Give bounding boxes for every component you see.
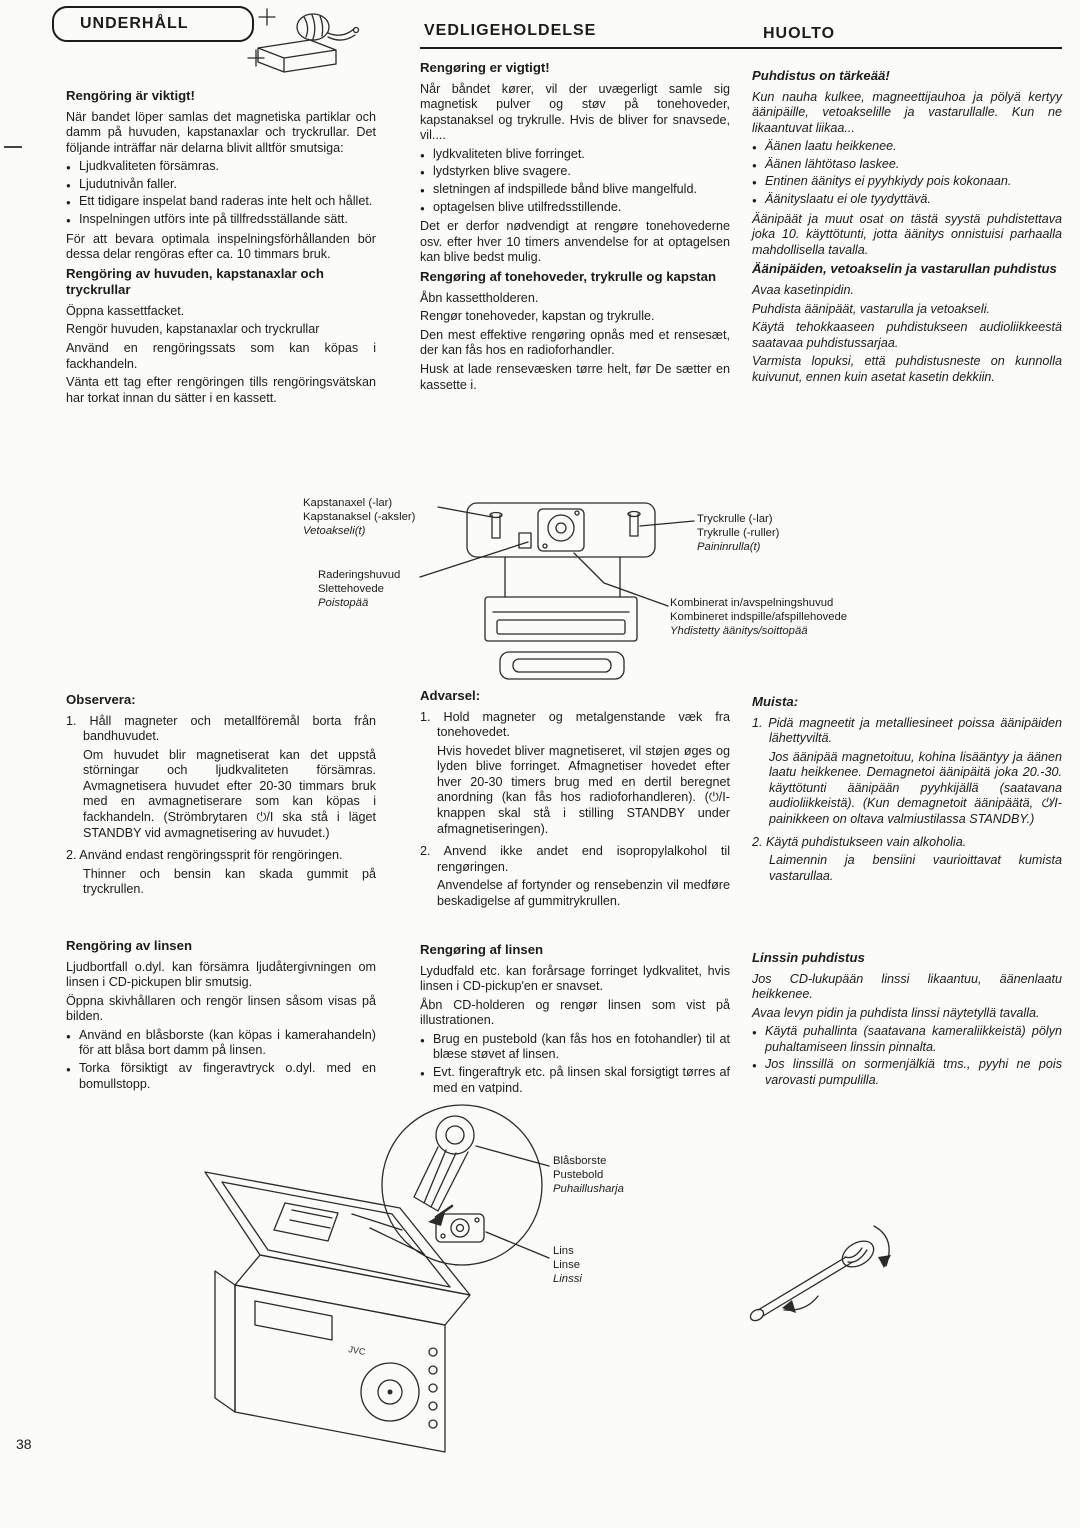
bullet-item: ● lydkvaliteten blive forringet. xyxy=(420,147,730,163)
paragraph: Anvendelse af fortynder og rensebenzin vil medføre beskadigelse af gummitrykrullen. xyxy=(437,878,730,909)
label-line-da: Slettehovede xyxy=(318,582,384,595)
brand-logo-text: JVC xyxy=(347,1344,367,1357)
paragraph: Varmista lopuksi, että puhdistusneste on kunnolla kuivunut, ennen kuin asetat kasetin dekkiin. xyxy=(752,354,1062,384)
leader-pinch xyxy=(640,521,694,526)
bullet-list xyxy=(420,147,730,215)
numbered-item: 2. Anvend ikke andet end isopropylalkohol til rengøringen. xyxy=(420,844,730,874)
swab-tip xyxy=(838,1236,878,1272)
numbered-item: 1. Pidä magneetit ja metalliesineet poissa äänipäiden lähettyviltä. xyxy=(752,715,1062,746)
bullet-item: ● Ett tidigare inspelat band raderas inte helt och hållet. xyxy=(66,194,376,210)
magnifier-detail xyxy=(382,1105,549,1265)
bullet-item: ● Använd en blåsborste (kan köpas i kamerahandeln) för att blåsa bort damm på linsen. xyxy=(66,1028,376,1059)
label-line-da: Pustebold xyxy=(553,1168,604,1181)
label-line-sv: Blåsborste xyxy=(553,1155,607,1167)
label-line-sv: Raderingshuvud xyxy=(318,569,401,581)
label-pinch-roller xyxy=(697,513,779,554)
label-line-da: Trykrulle (-ruller) xyxy=(697,526,780,539)
paragraph: Lydudfald etc. kan forårsage forringet lydkvalitet, hvis linsen i CD-pickup'en er snavset. xyxy=(420,963,730,994)
body-top xyxy=(235,1255,470,1325)
rotation-arc xyxy=(784,1296,818,1310)
section-heading: Rengöring är viktigt! xyxy=(66,88,195,103)
label-line-sv: Kapstanaxel (-lar) xyxy=(303,497,393,509)
label-line-da: Linse xyxy=(553,1258,581,1271)
label-line-fi: Linssi xyxy=(553,1272,582,1285)
bullet-item: ● Jos linssillä on sormenjälkiä tms., pyyhi ne pois varovasti pumpulilla. xyxy=(752,1057,1062,1088)
blower-bulb-icon xyxy=(436,1116,474,1154)
label-line-fi: Puhaillusharja xyxy=(553,1182,624,1195)
label-line-da: Kapstanaksel (-aksler) xyxy=(303,510,416,523)
rec-play-head-icon xyxy=(538,509,584,551)
volume-knob xyxy=(361,1363,419,1421)
numbered-item: 1. Hold magneter og metalgenstande væk fra tonehovedet. xyxy=(420,709,730,740)
paragraph: Använd en rengöringssats som kan köpas i fackhandeln. xyxy=(66,341,376,371)
paragraph: Öppna kassettfacket. xyxy=(66,303,185,318)
bullet-list xyxy=(66,1028,376,1092)
paragraph: Puhdista äänipäät, vastarulla ja vetoakseli. xyxy=(752,301,991,316)
leader-erase xyxy=(420,542,528,577)
bullet-item: ● Brug en pustebold (kan fås hos en fotohandler) til at blæse støvet af linsen. xyxy=(420,1032,730,1063)
paragraph: Avaa levyn pidin ja puhdista linssi näytetyllä tavalla. xyxy=(752,1005,1040,1020)
paragraph: Rengør tonehoveder, kapstan og trykrulle. xyxy=(420,309,655,324)
body-side xyxy=(215,1271,235,1412)
tape-mechanism-diagram xyxy=(420,503,694,679)
device-illustration xyxy=(205,1172,470,1452)
open-lid xyxy=(205,1172,470,1295)
cotton-swab-illustration xyxy=(748,1226,891,1323)
cd-lens-icon xyxy=(436,1214,484,1242)
label-blower-brush xyxy=(553,1155,624,1196)
bullet-item: ● Entinen äänitys ei pyyhkiydy pois kokonaan. xyxy=(752,174,1062,190)
section-heading: Linssin puhdistus xyxy=(752,950,865,965)
col-lens-da xyxy=(420,942,730,1100)
page-number: 38 xyxy=(16,1436,32,1452)
header-title-fi: HUOLTO xyxy=(763,25,836,42)
paragraph: Laimennin ja bensiini vaurioittavat kumista vastarullaa. xyxy=(769,853,1062,883)
section-heading: Rengøring af tonehoveder, trykrulle og kapstan xyxy=(420,269,717,285)
paragraph: Vänta ett tag efter rengöringen tills rengöringsvätskan har torkat innan du sätter i en kassett. xyxy=(66,375,376,405)
label-line-fi: Paininrulla(t) xyxy=(697,540,761,553)
bullet-list xyxy=(66,159,376,227)
paragraph: Når båndet kører, vil der uvægerligt samle sig magnetisk pulver og støv på tonehoveder, kapstanaksel og trykrulle. Hvis de bliver for snavsede, vil.... xyxy=(420,81,730,143)
bullet-item: ● Ljudutnivån faller. xyxy=(66,177,376,193)
label-line-sv: Kombinerat in/avspelningshuvud xyxy=(670,597,834,609)
paragraph: Äänipäät ja muut osat on tästä syystä puhdistettava joka 10. käyttötunti, jotta äänitys onnistuisi parhaalla mahdollisella tavalla. xyxy=(752,211,1062,257)
pinch-roller-icon xyxy=(628,512,640,537)
rotation-arc xyxy=(874,1226,889,1266)
bullet-list xyxy=(752,1024,1062,1088)
paragraph: När bandet löper samlas det magnetiska partiklar och damm på huvuden, kapstanaxlar och tryckrullar. Det följande inträffar när delarna blivit alltför smutsiga: xyxy=(66,109,376,155)
leader-recplay xyxy=(574,553,668,606)
section-heading: Rengöring av huvuden, kapstanaxlar och tryckrullar xyxy=(66,265,324,298)
paragraph: Öppna skivhållaren och rengör linsen såsom visas på bilden. xyxy=(66,993,376,1024)
bullet-item: ● sletningen af indspillede bånd blive mangelfuld. xyxy=(420,182,730,198)
erase-head-icon xyxy=(519,533,531,548)
label-line-fi: Poistopää xyxy=(318,596,369,609)
paragraph: Kun nauha kulkee, magneettijauhoa ja pölyä kertyy äänipäille, vetoakselille ja vastarullalle. Kun ne likaantuvat liikaa... xyxy=(752,89,1062,135)
bullet-list xyxy=(420,1032,730,1096)
paragraph: Thinner och bensin kan skada gummit på tryckrullen. xyxy=(83,866,376,897)
col-lens-fi xyxy=(752,950,1062,1093)
paragraph: Husk at lade rensevæsken tørre helt, før De sætter en kassette i. xyxy=(420,361,730,392)
leader-lens-label xyxy=(486,1232,549,1258)
label-line-sv: Lins xyxy=(553,1245,574,1257)
bullet-item: ● Äänityslaatu ei ole tyydyttävä. xyxy=(752,192,1062,208)
label-line-fi: Yhdistetty äänitys/soittopää xyxy=(670,624,808,637)
bullet-item: ● Ljudkvaliteten försämras. xyxy=(66,159,376,175)
header-title-sv: UNDERHÅLL xyxy=(80,15,189,32)
numbered-item: 2. Använd endast rengöringssprit för rengöringen. xyxy=(66,848,343,863)
bullet-item: ● Äänen lähtötaso laskee. xyxy=(752,157,1062,173)
section-heading: Äänipäiden, vetoakselin ja vastarullan puhdistus xyxy=(752,261,1057,277)
paragraph: Åbn CD-holderen og rengør linsen som vist på illustrationen. xyxy=(420,997,730,1028)
bullet-list xyxy=(752,139,1062,207)
paragraph: Rengör huvuden, kapstanaxlar och tryckrullar xyxy=(66,322,320,337)
paragraph: Jos CD-lukupään linssi likaantuu, äänenlaatu heikkenee. xyxy=(752,971,1062,1002)
leader-capstan xyxy=(438,507,492,517)
col-lens-sv xyxy=(66,938,376,1096)
label-rec-play-head xyxy=(670,597,847,638)
label-capstan xyxy=(303,497,415,538)
paragraph: För att bevara optimala inspelningsförhållanden bör dessa delar rengöras efter ca. 10 timmars bruk. xyxy=(66,231,376,262)
bullet-item: ● Evt. fingeraftryk etc. på linsen skal forsigtigt tørres af med en vatpind. xyxy=(420,1065,730,1096)
paragraph: Om huvudet blir magnetiserat kan det uppstå störningar och ljudkvaliteten försämras. Avmagnetisera huvudet efter 20-30 timmars bruk med en avmagnetiserare som kan köpas i fackhandeln. (Strömbrytaren ⏻/I ska stå i läget STANDBY vid avmagnetisering av huvudet.) xyxy=(83,747,376,840)
paragraph: Ljudbortfall o.dyl. kan försämra ljudåtergivningen om linsen i CD-pickupen blir smutsig. xyxy=(66,959,376,990)
paragraph: Den mest effektive rengøring opnås med et rensesæt, der kan fås hos en radioforhandler. xyxy=(420,327,730,358)
section-heading: Muista: xyxy=(752,694,799,709)
section-heading: Advarsel: xyxy=(420,688,481,703)
paragraph: Avaa kasetinpidin. xyxy=(752,282,854,297)
duster-icon xyxy=(248,9,359,72)
paragraph: Hvis hovedet bliver magnetiseret, vil støjen øges og lyden blive forringet. Afmagnetiser hovedet efter hver 20-30 timers brug med en dertil beregnet anordning (kan fås hos radioforhandleren). (⏻/I-knappen skal stå i stilling STANDBY under afmagnetiseringen). xyxy=(437,743,730,836)
paragraph: Det er derfor nødvendigt at rengøre tonehovederne osv. efter hver 10 timers anvendelse for at optagelsen kan blive bedst mulig. xyxy=(420,219,730,265)
leader-brush-label xyxy=(476,1146,549,1166)
section-heading: Rengöring av linsen xyxy=(66,938,193,953)
header-title-box-sv xyxy=(52,6,254,42)
bullet-item: ● optagelsen blive utilfredsstillende. xyxy=(420,200,730,216)
label-line-sv: Tryckrulle (-lar) xyxy=(697,513,773,525)
section-heading: Puhdistus on tärkeää! xyxy=(752,68,890,83)
label-line-fi: Vetoakseli(t) xyxy=(303,524,366,537)
display-window xyxy=(255,1301,332,1340)
col-notes-da xyxy=(420,688,730,917)
body-front xyxy=(235,1285,445,1452)
margin-mark xyxy=(4,146,22,148)
bullet-item: ● Torka försiktigt av fingeravtryck o.dyl. med en bomullstopp. xyxy=(66,1061,376,1092)
numbered-item: 2. Käytä puhdistukseen vain alkoholia. xyxy=(752,834,967,849)
col-notes-sv xyxy=(66,692,376,905)
header-title-da: VEDLIGEHOLDELSE xyxy=(424,22,597,39)
label-line-da: Kombineret indspille/afspillehovede xyxy=(670,610,848,623)
bullet-item: ● Äänen laatu heikkenee. xyxy=(752,139,1062,155)
bullet-item: ● lydstyrken blive svagere. xyxy=(420,164,730,180)
arrow-icon xyxy=(428,1212,445,1226)
col-cleaning-da xyxy=(420,60,730,396)
section-heading: Rengøring er vigtigt! xyxy=(420,60,550,75)
paragraph: Jos äänipää magnetoituu, kohina lisääntyy ja äänen laatu heikkenee. Demagnetoi äänipäitä joka 20.-30. käyttötunti äänipään pyyhkijällä (saatavana audioliikkeistä). (Kun demagnetoit äänipäätä, ⏻/I-painikkeen on oltava valmiustilassa STANDBY.) xyxy=(769,749,1062,827)
bullet-item: ● Käytä puhallinta (saatavana kameraliikkeistä) pölyn puhaltamiseen linssin pinnalta. xyxy=(752,1024,1062,1055)
label-lens xyxy=(553,1245,582,1286)
label-erase-head xyxy=(318,569,400,610)
paragraph: Käytä tehokkaaseen puhdistukseen audioliikkeestä saatavaa puhdistussarjaa. xyxy=(752,320,1062,350)
brush-bristles xyxy=(414,1147,468,1211)
col-cleaning-sv xyxy=(66,88,376,409)
cassette-inset xyxy=(274,1203,338,1241)
header-rule xyxy=(420,47,1062,49)
numbered-item: 1. Håll magneter och metallföremål borta från bandhuvudet. xyxy=(66,713,376,744)
col-cleaning-fi xyxy=(752,68,1062,389)
col-notes-fi xyxy=(752,694,1062,891)
section-heading: Observera: xyxy=(66,692,136,707)
section-heading: Rengøring af linsen xyxy=(420,942,544,957)
capstan-shaft-icon xyxy=(490,513,502,539)
bullet-item: ● Inspelningen utförs inte på tillfredsställande sätt. xyxy=(66,212,376,228)
paragraph: Åbn kassettholderen. xyxy=(420,290,539,305)
